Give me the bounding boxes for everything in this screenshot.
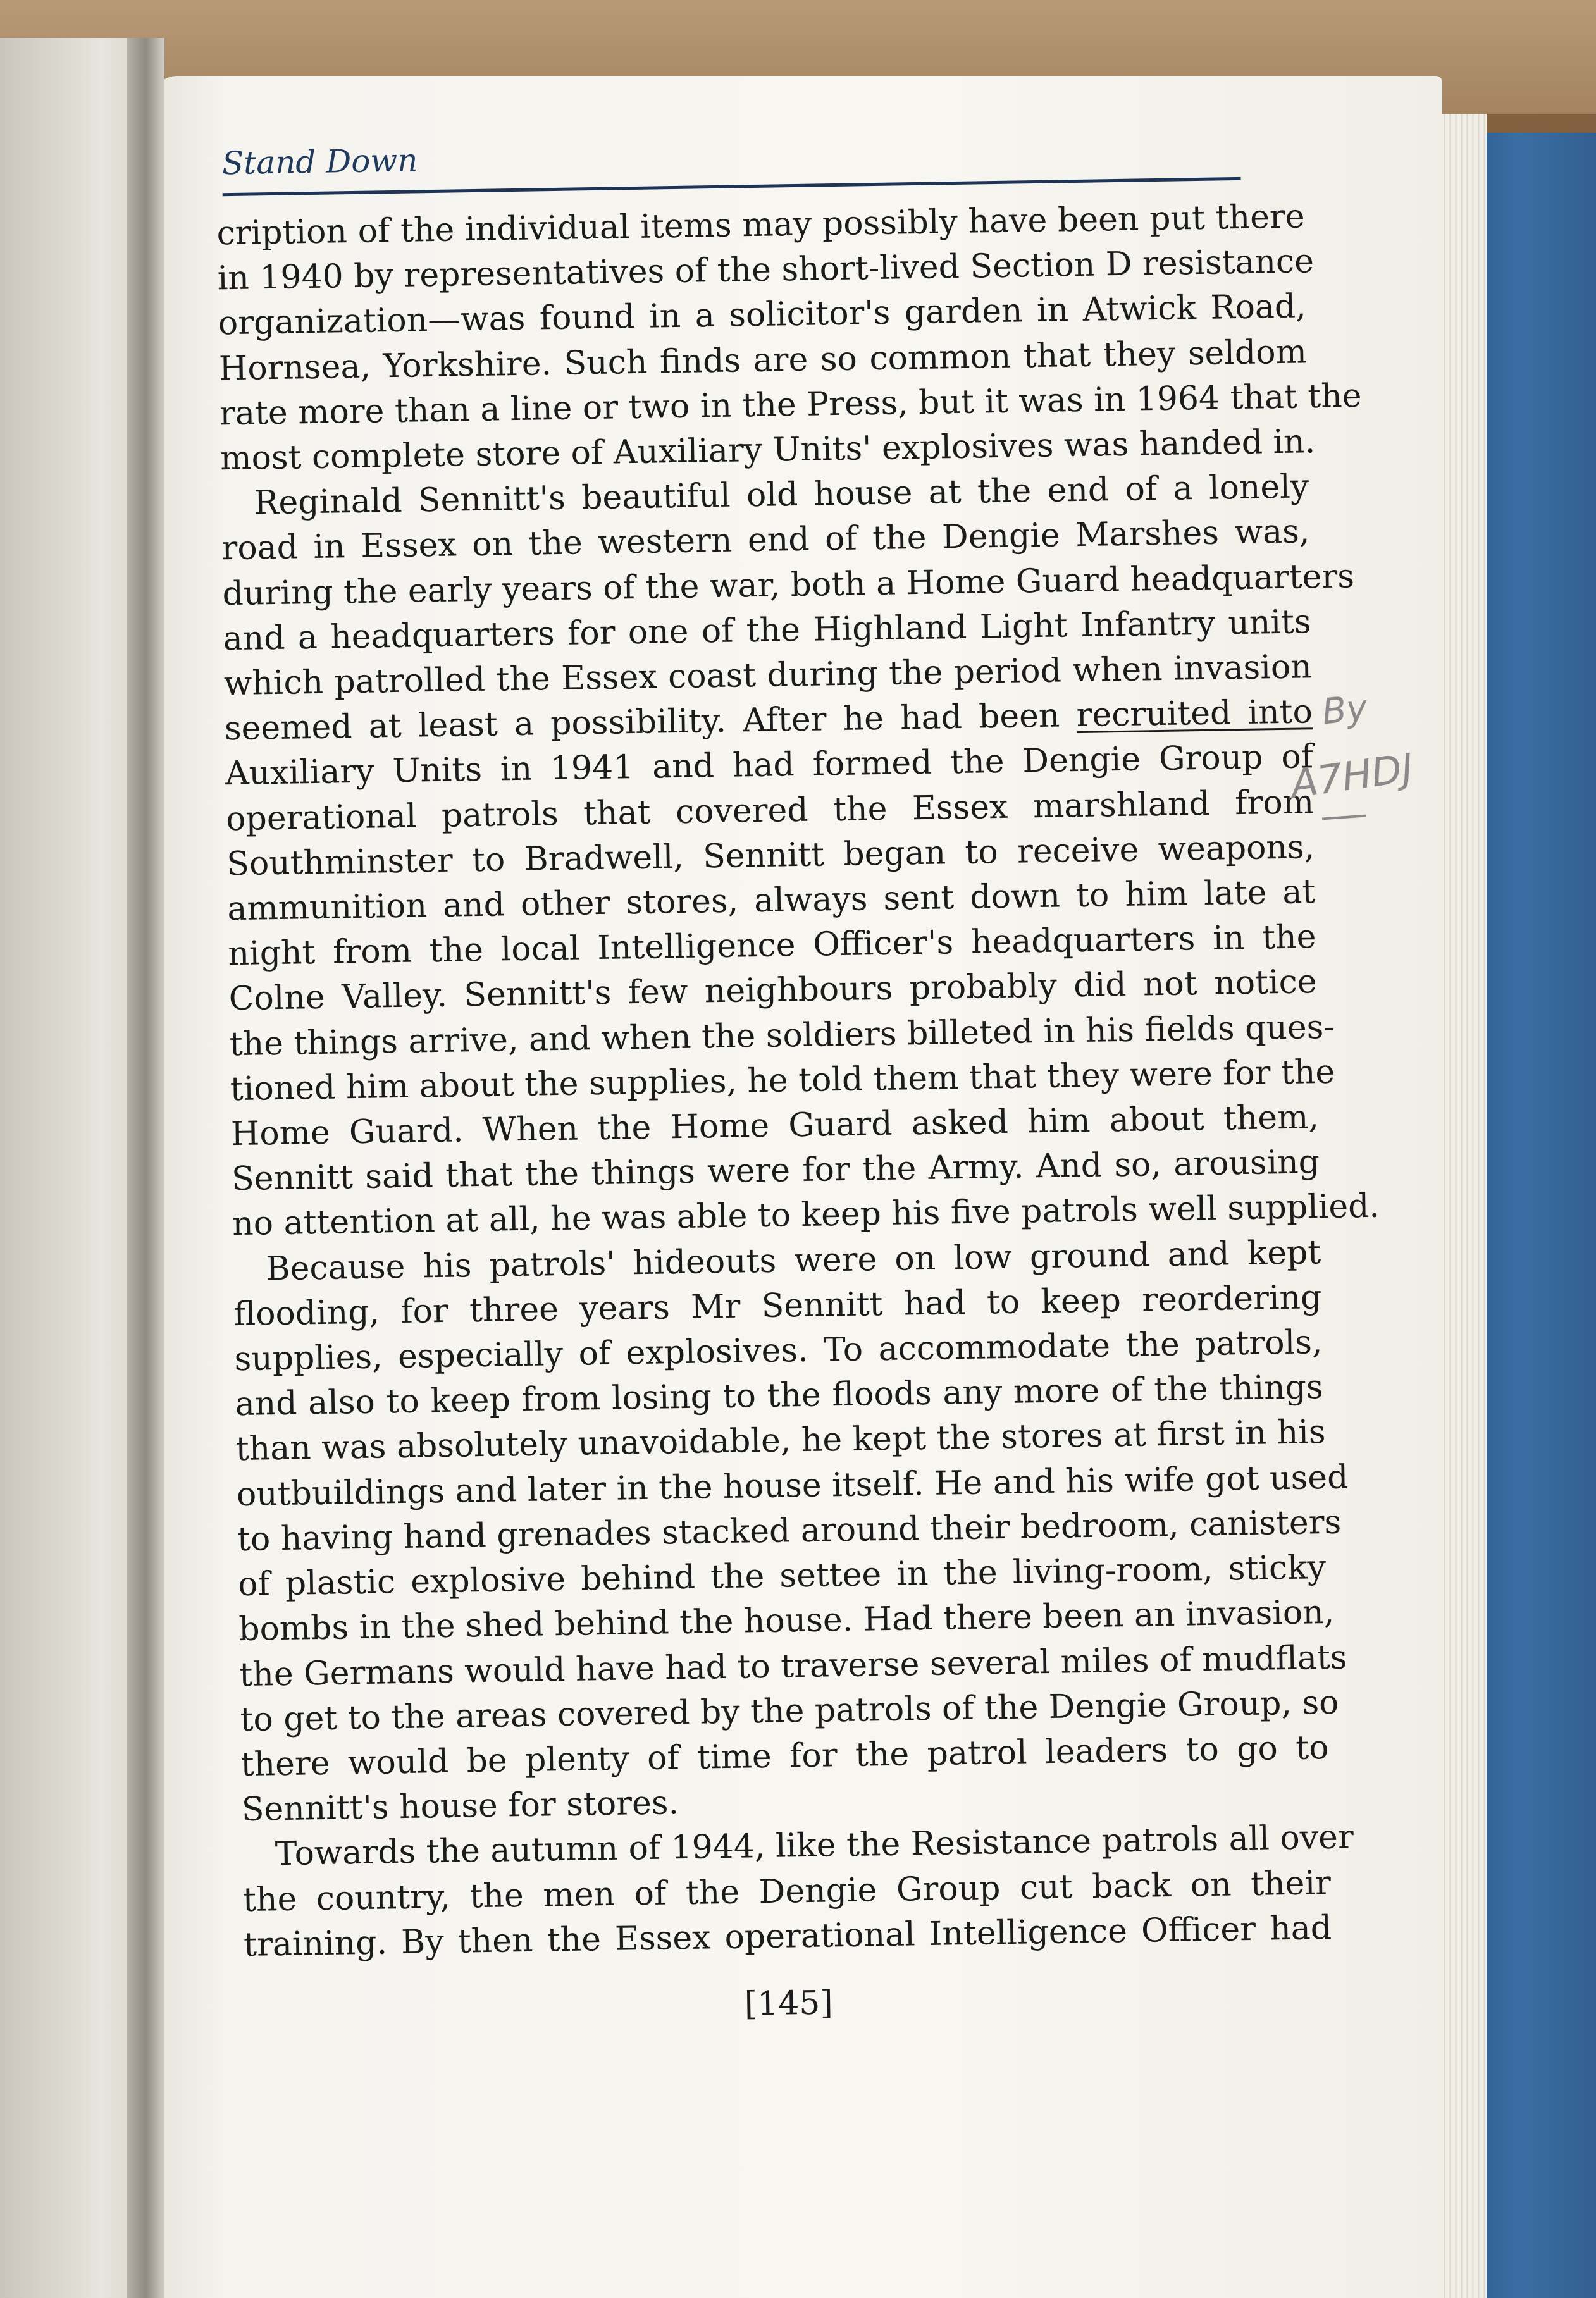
text-line: no attention at all, he was able to keep his five patrols well supplied. — [232, 1187, 1380, 1244]
running-head: Stand Down — [221, 142, 418, 182]
text-line: organization—was found in a solicitor's garden in Atwick Road, — [218, 287, 1307, 343]
text-line: night from the local Intelligence Officer's headquarters in the — [228, 918, 1316, 973]
text-line: during the early years of the war, both a Home Guard headquarters — [222, 557, 1355, 613]
text-line: Hornsea, Yorkshire. Such finds are so common that they seldom — [218, 332, 1308, 388]
text-line: Auxiliary Units in 1941 and had formed the Dengie Group of — [225, 738, 1314, 793]
handwritten-note-by: By — [1320, 687, 1370, 733]
text-line: Towards the autumn of 1944, like the Resistance patrols all over — [242, 1818, 1354, 1874]
text-line: there would be plenty of time for the patrol leaders to go to — [240, 1728, 1329, 1784]
text-line: the Germans would have had to traverse several miles of mudflats — [238, 1638, 1347, 1694]
text-line: Southminster to Bradwell, Sennitt began to receive weapons, — [226, 828, 1315, 884]
text-line: outbuildings and later in the house itself. He and his wife got used — [236, 1458, 1349, 1514]
text-line: and also to keep from losing to the floods any more of the things — [235, 1368, 1324, 1424]
text-line: Sennitt's house for stores. — [241, 1784, 679, 1829]
text-line: training. By then the Essex operational Intelligence Officer had — [243, 1908, 1332, 1964]
text-line: supplies, especially of explosives. To accommodate the patrols, — [234, 1323, 1323, 1379]
header-rule — [223, 177, 1241, 196]
text-line: in 1940 by representatives of the short-lived Section D resistance — [217, 242, 1315, 298]
left-page-edge — [0, 38, 145, 2298]
text-line: flooding, for three years Mr Sennitt had to keep reordering — [233, 1278, 1322, 1334]
text-line: bombs in the shed behind the house. Had there been an invasion, — [238, 1593, 1335, 1649]
text-line: Because his patrols' hideouts were on low ground and kept — [232, 1233, 1321, 1288]
text-line: Home Guard. When the Home Guard asked him about them, — [230, 1098, 1320, 1154]
text-line: cription of the individual items may possibly have been put there — [216, 197, 1305, 253]
page-number: [145] — [744, 1984, 834, 2023]
text-line: to get to the areas covered by the patrols of the Dengie Group, so — [240, 1683, 1339, 1739]
text-line: operational patrols that covered the Essex marshland from — [225, 782, 1315, 838]
page-content — [190, 109, 1380, 2032]
text-line: and a headquarters for one of the Highland Light Infantry units — [223, 603, 1311, 658]
text-line: the country, the men of the Dengie Group cut back on their — [242, 1863, 1332, 1919]
text-line: Colne Valley. Sennitt's few neighbours probably did not notice — [228, 963, 1317, 1018]
text-line: than was absolutely unavoidable, he kept the stores at first in his — [235, 1413, 1326, 1469]
text-line: most complete store of Auxiliary Units' explosives was handed in. — [220, 423, 1316, 478]
text-line: rate more than a line or two in the Press, but it was in 1964 that the — [219, 376, 1363, 433]
handwritten-note-initials: A7HDJ — [1287, 744, 1416, 808]
book-cover — [1468, 133, 1596, 2298]
text-line: road in Essex on the western end of the Dengie Marshes was, — [221, 512, 1310, 568]
underlined-phrase: recruited into — [1076, 693, 1313, 735]
text-line: which patrolled the Essex coast during the period when invasion — [223, 648, 1313, 703]
text-line-start: seemed at least a possibility. After he had been — [224, 696, 1060, 748]
text-line: ammunition and other stores, always sent down to him late at — [226, 873, 1316, 929]
text-line: to having hand grenades stacked around their bedroom, canisters — [237, 1503, 1342, 1559]
text-line: the things arrive, and when the soldiers billeted in his fields ques- — [229, 1008, 1335, 1063]
text-line: tioned him about the supplies, he told them that they were for the — [230, 1053, 1335, 1109]
text-line: Sennitt said that the things were for the Army. And so, arousing — [231, 1143, 1320, 1199]
book-gutter — [127, 38, 164, 2298]
text-line: Reginald Sennitt's beautiful old house at the end of a lonely — [220, 467, 1309, 523]
text-line: of plastic explosive behind the settee in the living-room, sticky — [237, 1548, 1327, 1604]
